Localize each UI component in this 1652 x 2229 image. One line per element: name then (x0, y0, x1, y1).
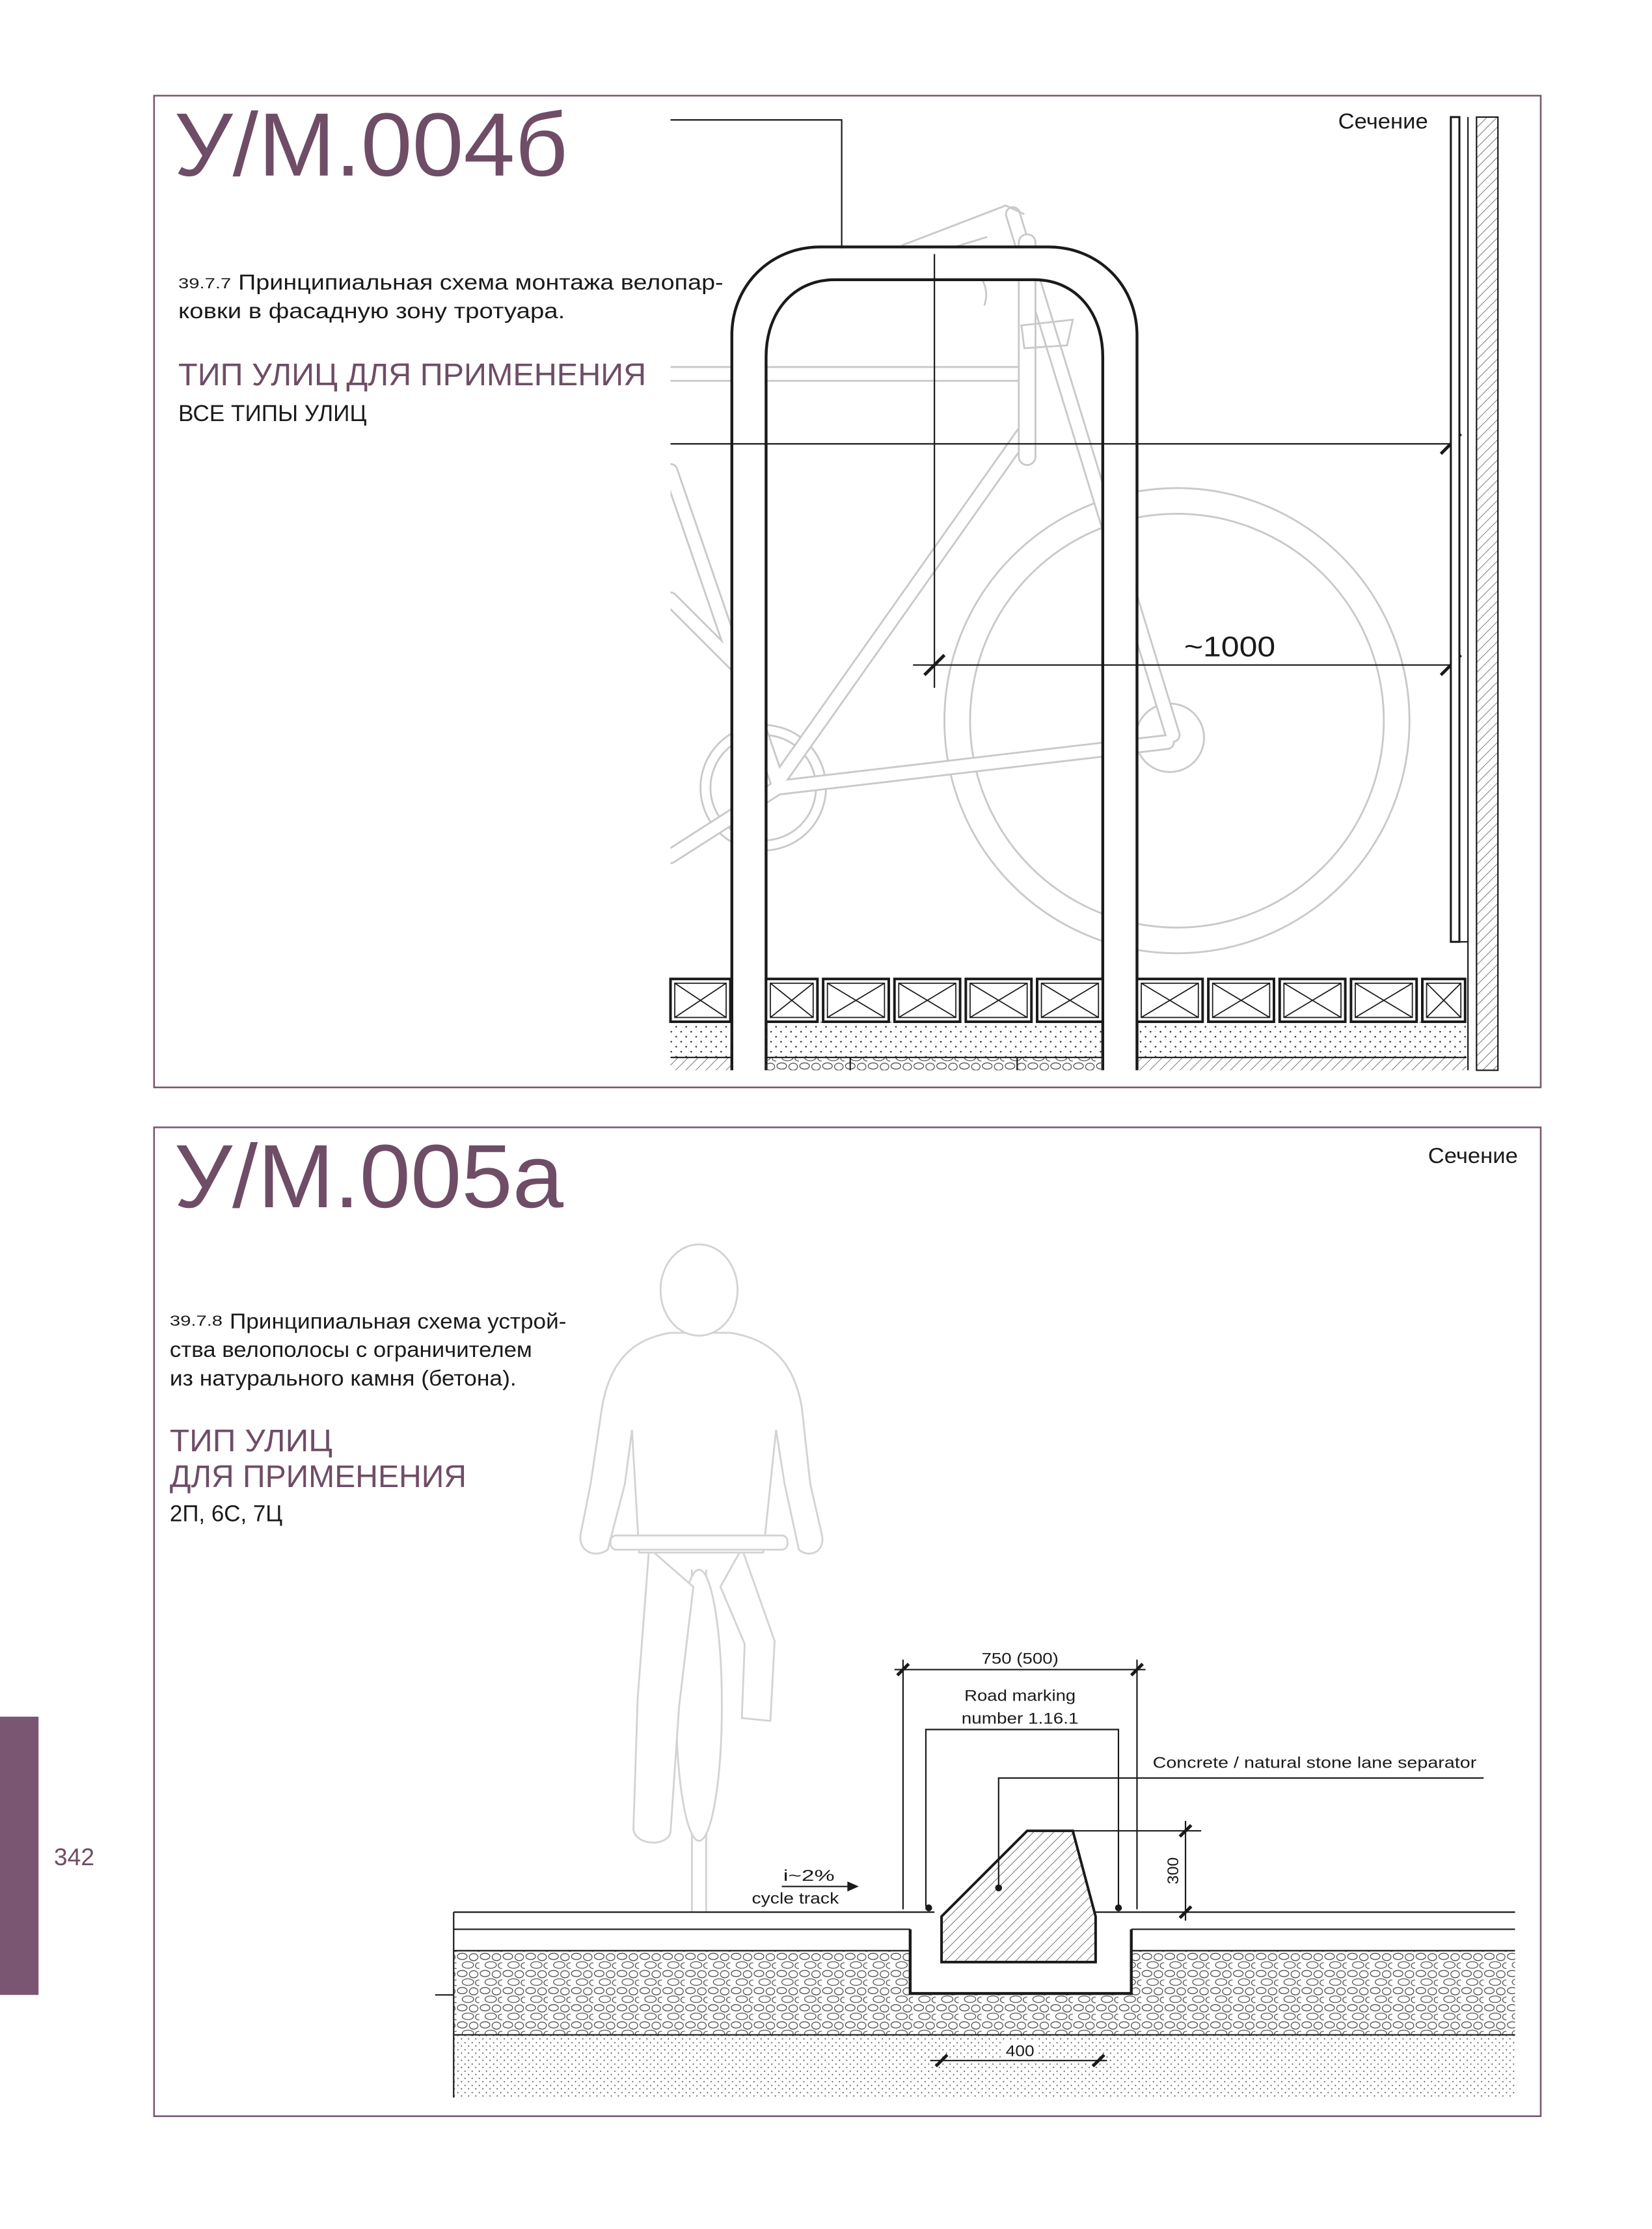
dimension-separator-width: 750 (500) (981, 1650, 1059, 1668)
caption-line: ства велополосы с ограничителем (169, 1337, 532, 1362)
cyclist-silhouette (580, 1244, 822, 1912)
page-number: 342 (53, 1842, 95, 1870)
dimension-separator-height: 300 (1165, 1858, 1183, 1885)
lane-separator-stone (941, 1831, 1096, 1962)
road-marking-label: number 1.16.1 (961, 1710, 1079, 1728)
slope-arrowhead (847, 1881, 859, 1891)
street-types-value: ВСЕ ТИПЫ УЛИЦ (178, 400, 367, 426)
figure-number: 39.7.8 (169, 1313, 223, 1330)
paving-block (895, 979, 960, 1022)
bicycle-detail (981, 279, 986, 306)
panel-um-005a (154, 1127, 1541, 2116)
street-types-value: 2П, 6С, 7Ц (169, 1501, 283, 1527)
paving-block (823, 979, 889, 1022)
street-types-heading: ДЛЯ ПРИМЕНЕНИЯ (169, 1458, 467, 1494)
paving-blocks (671, 979, 1465, 1022)
separator-label: Concrete / natural stone lane separator (1152, 1754, 1477, 1772)
base-layer (671, 1058, 732, 1071)
caption-line: из натурального камня (бетона). (169, 1366, 517, 1391)
view-label: Сечение (1338, 109, 1428, 133)
paving-block (1351, 979, 1416, 1022)
view-label: Сечение (1428, 1143, 1518, 1168)
sand-layer (671, 1022, 732, 1058)
caption-line: Принципиальная схема монтажа велопар- (238, 270, 724, 295)
dimension-rack-to-facade: ~1000 (1184, 631, 1276, 663)
base-layer (766, 1058, 1102, 1071)
dimension-base-width: 400 (1005, 2042, 1035, 2060)
bicycle-silhouette (671, 206, 1410, 953)
paving-block (1037, 979, 1103, 1022)
tube-leader-line (671, 120, 842, 260)
sand-layer (766, 1022, 1102, 1058)
cyclist-torso (580, 1333, 822, 1553)
cycle-track-label: cycle track (752, 1889, 840, 1908)
panel-um-004b (154, 95, 1541, 1087)
sand-layer (1137, 1022, 1466, 1058)
panel-code: У/М.005а (174, 1127, 564, 1227)
road-marking-label: Road marking (964, 1687, 1076, 1705)
panel-frame (154, 96, 1541, 1087)
panel-code: У/М.004б (174, 94, 568, 195)
figure-number: 39.7.7 (178, 275, 232, 292)
paving-block (1208, 979, 1274, 1022)
slope-label: i~2% (783, 1867, 835, 1885)
sand-layer (454, 2035, 1515, 2098)
bike-handlebar (610, 1535, 787, 1550)
facade-wall (1451, 117, 1498, 1071)
paving-block (966, 979, 1031, 1022)
wheel-outer (944, 488, 1409, 953)
wheel-inner (970, 513, 1384, 927)
cyclist-head (660, 1244, 737, 1335)
paving-block (1280, 979, 1346, 1022)
street-types-heading: ТИП УЛИЦ ДЛЯ ПРИМЕНЕНИЯ (178, 357, 647, 393)
caption-line: ковки в фасадную зону тротуара. (178, 299, 565, 323)
paving-block (1422, 979, 1465, 1022)
base-layer (1137, 1058, 1466, 1071)
sidewalk-layers (671, 1022, 1467, 1071)
paving-block (766, 979, 817, 1022)
facade-cladding (1451, 117, 1459, 942)
paving-block (671, 979, 731, 1022)
street-types-heading: ТИП УЛИЦ (169, 1423, 332, 1458)
wall-hatch (1476, 117, 1498, 1071)
cyclist-leg-right (720, 1548, 774, 1721)
caption-line: Принципиальная схема устрой- (230, 1309, 567, 1333)
paving-block (1137, 979, 1202, 1022)
side-tab (0, 1717, 38, 1995)
